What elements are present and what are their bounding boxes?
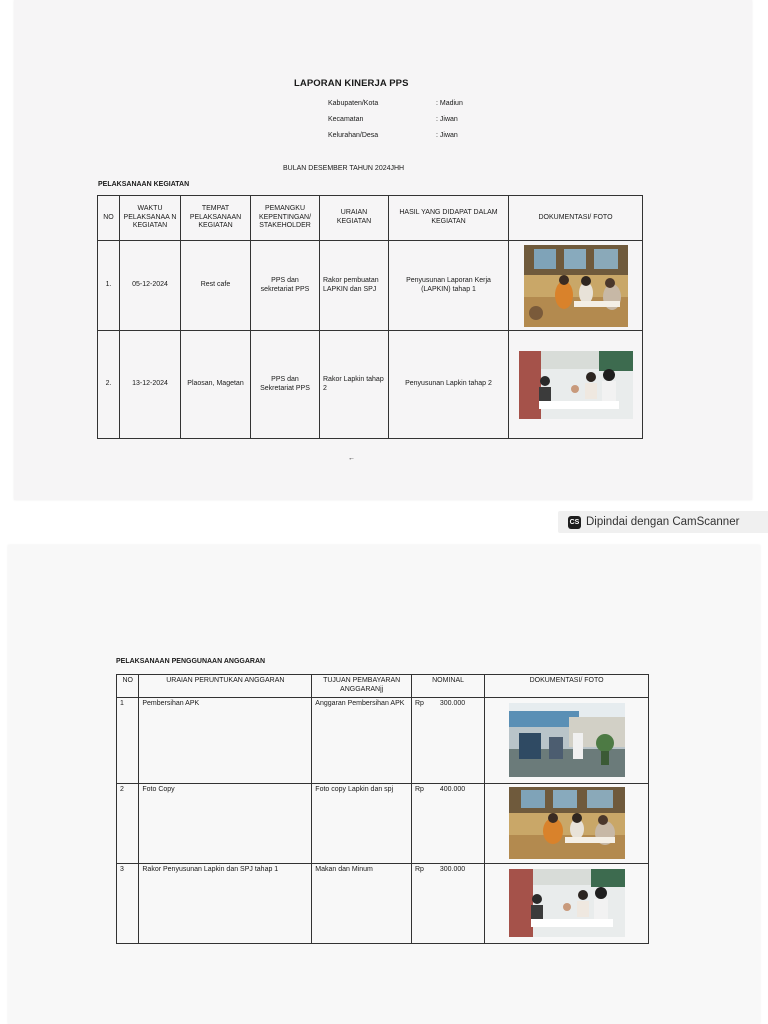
camscanner-icon: CS <box>568 516 581 529</box>
table-header-row <box>117 675 649 698</box>
amount-value: 300.000 <box>439 865 466 873</box>
activity-table <box>97 195 643 439</box>
info-label-kecamatan: Kecamatan <box>328 116 364 123</box>
cell-tempat: Rest cafe <box>181 241 251 331</box>
amount-value: 300.000 <box>439 699 466 707</box>
section-title-kegiatan: PELAKSANAAN KEGIATAN <box>98 181 190 188</box>
header-nominal: NOMINAL <box>411 675 484 698</box>
cell-pemangku: PPS dan Sekretariat PPS <box>251 331 320 439</box>
info-label-kabupaten: Kabupaten/Kota <box>328 100 379 107</box>
header-no: NO <box>98 196 120 241</box>
cell-uraian: Rakor pembuatan LAPKIN dan SPJ <box>320 241 389 331</box>
scanned-page-1 <box>14 0 752 500</box>
header-tujuan: TUJUAN PEMBAYARAN ANGGARANjj <box>312 675 412 698</box>
info-value-kelurahan: : Jiwan <box>436 132 458 139</box>
currency-label: Rp <box>414 865 424 873</box>
header-dokumentasi: DOKUMENTASI/ FOTO <box>485 675 649 698</box>
cell-hasil: Penyusunan Laporan Kerja (LAPKIN) tahap 1 <box>389 241 509 331</box>
table-row <box>117 783 649 863</box>
cell-tujuan: Anggaran Pembersihan APK <box>312 697 412 783</box>
header-waktu: WAKTU PELAKSANAA N KEGIATAN <box>120 196 181 241</box>
cell-foto <box>485 783 649 863</box>
info-label-kelurahan: Kelurahan/Desa <box>328 132 379 139</box>
cell-foto <box>509 241 643 331</box>
cell-nominal <box>411 697 484 783</box>
cell-tujuan: Makan dan Minum <box>312 863 412 943</box>
cell-no: 1. <box>98 241 120 331</box>
cell-no: 3 <box>117 863 139 943</box>
header-tempat: TEMPAT PELAKSANAAN KEGIATAN <box>181 196 251 241</box>
cell-pemangku: PPS dan sekretariat PPS <box>251 241 320 331</box>
table-header-row <box>98 196 643 241</box>
rakor-meeting-photo <box>509 869 625 937</box>
cell-tujuan: Foto copy Lapkin dan spj <box>312 783 412 863</box>
report-period: BULAN DESEMBER TAHUN 2024JHH <box>283 165 405 172</box>
cell-uraian: Rakor Penyusunan Lapkin dan SPJ tahap 1 <box>139 863 312 943</box>
cell-nominal <box>411 863 484 943</box>
scanned-page-2 <box>8 545 760 1024</box>
cell-foto <box>485 863 649 943</box>
cell-nominal <box>411 783 484 863</box>
section-title-anggaran: PELAKSANAAN PENGGUNAAN ANGGARAN <box>116 658 266 665</box>
header-no: NO <box>117 675 139 698</box>
report-title: LAPORAN KINERJA PPS <box>294 78 409 89</box>
camscanner-text: Dipindai dengan CamScanner <box>586 516 740 528</box>
meeting-cafe-photo <box>524 245 628 327</box>
table-row <box>117 697 649 783</box>
amount-value: 400.000 <box>439 785 466 793</box>
cell-uraian: Rakor Lapkin tahap 2 <box>320 331 389 439</box>
cell-hasil: Penyusunan Lapkin tahap 2 <box>389 331 509 439</box>
info-value-kabupaten: : Madiun <box>436 100 463 107</box>
cell-no: 2 <box>117 783 139 863</box>
camscanner-watermark <box>558 511 768 533</box>
cell-uraian: Pembersihan APK <box>139 697 312 783</box>
cell-no: 2. <box>98 331 120 439</box>
header-dokumentasi: DOKUMENTASI/ FOTO <box>509 196 643 241</box>
photocopy-meeting-photo <box>509 787 625 859</box>
info-value-kecamatan: : Jiwan <box>436 116 458 123</box>
cell-foto <box>509 331 643 439</box>
cell-no: 1 <box>117 697 139 783</box>
table-row <box>98 241 643 331</box>
cell-waktu: 13-12-2024 <box>120 331 181 439</box>
header-pemangku: PEMANGKU KEPENTINGAN/ STAKEHOLDER <box>251 196 320 241</box>
stray-arrow-mark: ← <box>348 455 355 462</box>
header-uraian: URAIAN PERUNTUKAN ANGGARAN <box>139 675 312 698</box>
meeting-room-photo <box>519 351 633 419</box>
table-row <box>98 331 643 439</box>
table-row <box>117 863 649 943</box>
cell-tempat: Plaosan, Magetan <box>181 331 251 439</box>
budget-table <box>116 674 649 944</box>
cell-uraian: Foto Copy <box>139 783 312 863</box>
currency-label: Rp <box>414 785 424 793</box>
apk-cleanup-photo <box>509 703 625 777</box>
cell-waktu: 05-12-2024 <box>120 241 181 331</box>
header-hasil: HASIL YANG DIDAPAT DALAM KEGIATAN <box>389 196 509 241</box>
header-uraian: URAIAN KEGIATAN <box>320 196 389 241</box>
cell-foto <box>485 697 649 783</box>
currency-label: Rp <box>414 699 424 707</box>
